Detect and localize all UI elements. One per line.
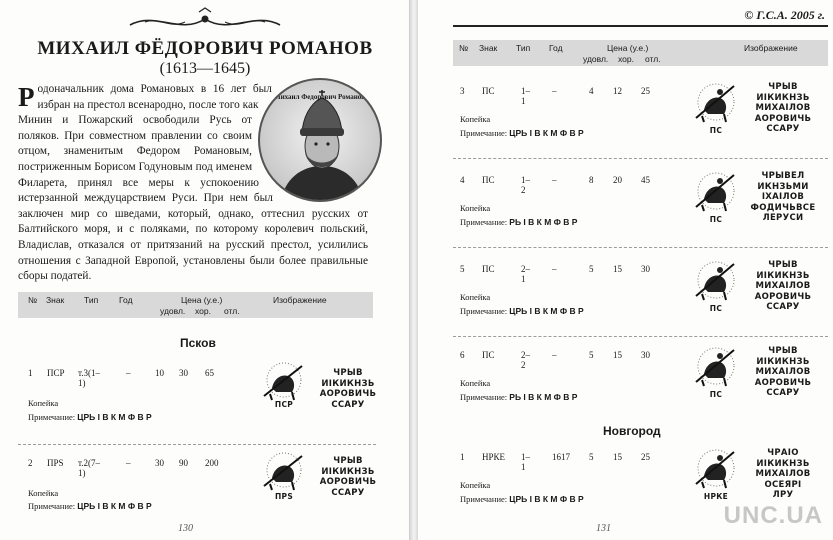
city-heading-novgorod: Новгород: [603, 424, 661, 438]
coin-note: [460, 306, 584, 316]
col-price: Цена (у.е.): [607, 43, 649, 53]
note-label: Примечание:: [460, 392, 508, 402]
legend-line: ЧРЫВ: [768, 82, 798, 92]
legend-line: МИХАIЛОВ: [755, 281, 811, 291]
copyright-mark: © Г.С.А. 2005 г.: [744, 8, 825, 22]
legend-line: АОРОВИЧЬ: [754, 377, 812, 388]
coin-denomination: Копейка: [460, 480, 491, 490]
coin-mintmark: НРКЕ: [703, 492, 729, 501]
coin-note: [460, 494, 584, 504]
row-price-excellent: 65: [205, 368, 214, 378]
note-text: ЦРЬ I В К М Ф В Р: [509, 306, 584, 316]
row-price-excellent: 30: [641, 264, 650, 274]
row-no: 4: [460, 175, 465, 185]
row-price-good: 30: [179, 368, 188, 378]
row-price-fine: 5: [589, 264, 594, 274]
legend-line: ИIКИКНЗЬ: [756, 270, 810, 281]
row-price-good: 15: [613, 350, 622, 360]
col-price-excellent: отл.: [224, 306, 240, 316]
legend-line: ИIКИКНЗЬ: [321, 466, 375, 477]
col-no: №: [459, 43, 469, 53]
note-text: ЦРЬ I В К М Ф В Р: [77, 501, 152, 511]
coin-obverse-icon: [690, 344, 742, 392]
coin-mintmark: ПРS: [274, 492, 294, 501]
legend-line: МИХАIЛОВ: [755, 103, 811, 113]
row-mark: ПС: [482, 175, 495, 185]
ornament-divider: [125, 7, 285, 37]
legend-line: ИIКИКНЗЬ: [756, 458, 810, 469]
portrait-caption: Михаил Федорович Романов: [274, 93, 365, 101]
row-type: 1–1: [521, 86, 530, 106]
coin-denomination: Копейка: [460, 378, 491, 388]
coin-mintmark: ПС: [709, 215, 723, 224]
row-type: 1–2: [521, 175, 530, 195]
col-price-fine: удовл.: [583, 54, 609, 64]
col-year: Год: [119, 295, 133, 305]
city-heading-pskov: Псков: [180, 336, 216, 350]
row-year: –: [552, 175, 557, 185]
col-image: Изображение: [273, 295, 327, 305]
row-price-good: 15: [613, 264, 622, 274]
coin-obverse-icon: [690, 80, 742, 128]
row-no: 1: [460, 452, 465, 462]
left-page: [0, 0, 410, 540]
row-price-good: 12: [613, 86, 622, 96]
row-mark: ПС: [482, 350, 495, 360]
portrait-wrap: [258, 78, 386, 206]
legend-line: ССАРУ: [331, 399, 365, 410]
book-gutter: [410, 0, 418, 540]
note-text: ЦРЬ I В К М Ф В Р: [509, 494, 584, 504]
legend-line: ЛЕРУСИ: [762, 213, 804, 223]
row-price-fine: 5: [589, 350, 594, 360]
row-price-good: 90: [179, 458, 188, 468]
row-price-excellent: 25: [641, 86, 650, 96]
row-separator: [453, 336, 828, 337]
row-year: –: [552, 86, 557, 96]
row-year: 1617: [552, 452, 570, 462]
coin-denomination: Копейка: [460, 114, 491, 124]
col-price-fine: удовл.: [160, 306, 186, 316]
legend-line: ЧРЫВ: [768, 260, 798, 270]
intro-text: одоначальник дома Романовых в 16 лет был избран на престол всенародно, после того как Минин и Пожарский освободили Русь от поляков. При совместном правлении со своим отцом, знаменитым Федором Романовым, постриженным Борисом Годуновым под именем Филарета, принял все меры к успокоению истерзанной междуцарствием Руси. При нем был заключен мир со шведами, который, однако, оттеснил русских от Балтийского моря, и с поляками, по которому королевич польский, Владислав, отказался от притязаний на русский престол, усилились отношения с Западной Европой, установлены были более правильные сборы податей.: [18, 83, 368, 283]
col-year: Год: [549, 43, 563, 53]
legend-line: ЛРУ: [772, 490, 794, 500]
coin-denomination: Копейка: [460, 292, 491, 302]
legend-line: IХАIЛОВ: [761, 192, 805, 202]
reign-years: (1613—1645): [159, 60, 251, 77]
coin-note: [28, 501, 152, 511]
coin-reverse-legend: [748, 82, 818, 135]
note-text: РЬ I В К М Ф В Р: [509, 392, 578, 402]
legend-line: ФОДИЧЬВСЕ: [750, 202, 816, 213]
row-no: 6: [460, 350, 465, 360]
legend-line: ССАРУ: [766, 302, 800, 312]
legend-line: МИХАIЛОВ: [755, 469, 811, 479]
legend-line: ССАРУ: [766, 124, 800, 134]
legend-line: ИКНЗЬМИ: [757, 181, 809, 192]
coin-note: [460, 392, 577, 402]
table-header: [18, 292, 373, 318]
col-mark: Знак: [46, 295, 65, 305]
dropcap-letter: Р: [18, 82, 35, 112]
row-price-excellent: 200: [205, 458, 219, 468]
row-price-fine: 30: [155, 458, 164, 468]
coin-denomination: Копейка: [28, 488, 59, 498]
coin-obverse-icon: [690, 258, 742, 306]
watermark: UNC.UA: [723, 502, 823, 529]
col-price: Цена (у.е.): [181, 295, 223, 305]
row-year: –: [552, 350, 557, 360]
row-price-fine: 5: [589, 452, 594, 462]
legend-line: ЧРЫВ: [768, 346, 798, 356]
row-year: –: [126, 458, 131, 468]
legend-line: ЧРАIО: [767, 448, 799, 458]
row-mark: НРКЕ: [482, 452, 506, 462]
row-type: 1–1: [521, 452, 530, 472]
col-type: Тип: [516, 43, 531, 53]
note-text: ЦРЬ I В К М Ф В Р: [77, 412, 152, 422]
coin-denomination: Копейка: [28, 398, 59, 408]
legend-line: ИIКИКНЗЬ: [756, 92, 810, 103]
coin-obverse-icon: [690, 446, 742, 494]
row-mark: ПСР: [47, 368, 65, 378]
col-type: Тип: [84, 295, 99, 305]
page-number-right: 131: [596, 523, 611, 534]
legend-line: АОРОВИЧЬ: [319, 477, 377, 487]
coin-reverse-legend: [748, 448, 818, 501]
row-separator: [18, 444, 376, 445]
row-type: 2–2: [521, 350, 530, 370]
page-number-left: 130: [178, 523, 193, 534]
row-year: –: [552, 264, 557, 274]
coin-mintmark: ПСР: [274, 400, 294, 409]
legend-line: ИIКИКНЗЬ: [756, 356, 810, 367]
legend-line: АОРОВИЧЬ: [754, 113, 812, 124]
coin-obverse-icon: [258, 450, 310, 496]
col-mark: Знак: [479, 43, 498, 53]
col-price-excellent: отл.: [645, 54, 661, 64]
legend-line: ЧРЫВ: [333, 368, 363, 378]
row-price-fine: 4: [589, 86, 594, 96]
row-price-fine: 10: [155, 368, 164, 378]
right-page: [418, 0, 833, 540]
row-type: т.2(7–1): [78, 458, 101, 478]
row-no: 2: [28, 458, 33, 468]
row-mark: ПС: [482, 264, 495, 274]
legend-line: ОСЕЯРI: [764, 479, 802, 490]
legend-line: ЧРЫВЕЛ: [761, 171, 805, 181]
row-price-excellent: 45: [641, 175, 650, 185]
row-no: 5: [460, 264, 465, 274]
coin-mintmark: ПС: [709, 304, 723, 313]
legend-line: ССАРУ: [766, 388, 800, 398]
legend-line: ССАРУ: [331, 487, 365, 498]
row-mark: ПС: [482, 86, 495, 96]
coin-mintmark: ПС: [709, 126, 723, 135]
coin-note: [460, 217, 577, 227]
header-rule: [453, 25, 828, 27]
col-price-good: хор.: [618, 54, 634, 64]
note-text: РЬ I В К М Ф В Р: [509, 217, 578, 227]
intro-paragraph: [18, 82, 368, 285]
row-price-good: 20: [613, 175, 622, 185]
row-price-good: 15: [613, 452, 622, 462]
coin-reverse-legend: [748, 260, 818, 313]
col-no: №: [28, 295, 38, 305]
note-label: Примечание:: [28, 501, 76, 511]
row-no: 1: [28, 368, 33, 378]
coin-note: [28, 412, 152, 422]
coin-reverse-legend: [318, 368, 378, 410]
note-label: Примечание:: [460, 217, 508, 227]
tsar-portrait: [258, 78, 382, 202]
row-no: 3: [460, 86, 465, 96]
coin-reverse-legend: [748, 171, 818, 224]
page-title: МИХАИЛ ФЁДОРОВИЧ РОМАНОВ: [37, 38, 373, 59]
coin-obverse-icon: [690, 169, 742, 217]
coin-denomination: Копейка: [460, 203, 491, 213]
row-year: –: [126, 368, 131, 378]
legend-line: МИХАIЛОВ: [755, 367, 811, 377]
row-separator: [453, 247, 828, 248]
coin-mintmark: ПС: [709, 390, 723, 399]
note-label: Примечание:: [28, 412, 76, 422]
row-price-excellent: 30: [641, 350, 650, 360]
note-label: Примечание:: [460, 494, 508, 504]
coin-reverse-legend: [748, 346, 818, 399]
row-type: т.3(1–1): [78, 368, 101, 388]
legend-line: АОРОВИЧЬ: [754, 291, 812, 302]
row-mark: ПPS: [47, 458, 64, 468]
table-header: [453, 40, 828, 66]
col-image: Изображение: [744, 43, 798, 53]
note-label: Примечание:: [460, 128, 508, 138]
row-price-excellent: 25: [641, 452, 650, 462]
coin-note: [460, 128, 584, 138]
legend-line: АОРОВИЧЬ: [319, 389, 377, 399]
note-text: ЦРЬ I В К М Ф В Р: [509, 128, 584, 138]
note-label: Примечание:: [460, 306, 508, 316]
row-type: 2–1: [521, 264, 530, 284]
row-separator: [453, 158, 828, 159]
row-price-fine: 8: [589, 175, 594, 185]
col-price-good: хор.: [195, 306, 211, 316]
coin-reverse-legend: [318, 456, 378, 498]
legend-line: ИIКИКНЗЬ: [321, 378, 375, 389]
legend-line: ЧРЫВ: [333, 456, 363, 466]
